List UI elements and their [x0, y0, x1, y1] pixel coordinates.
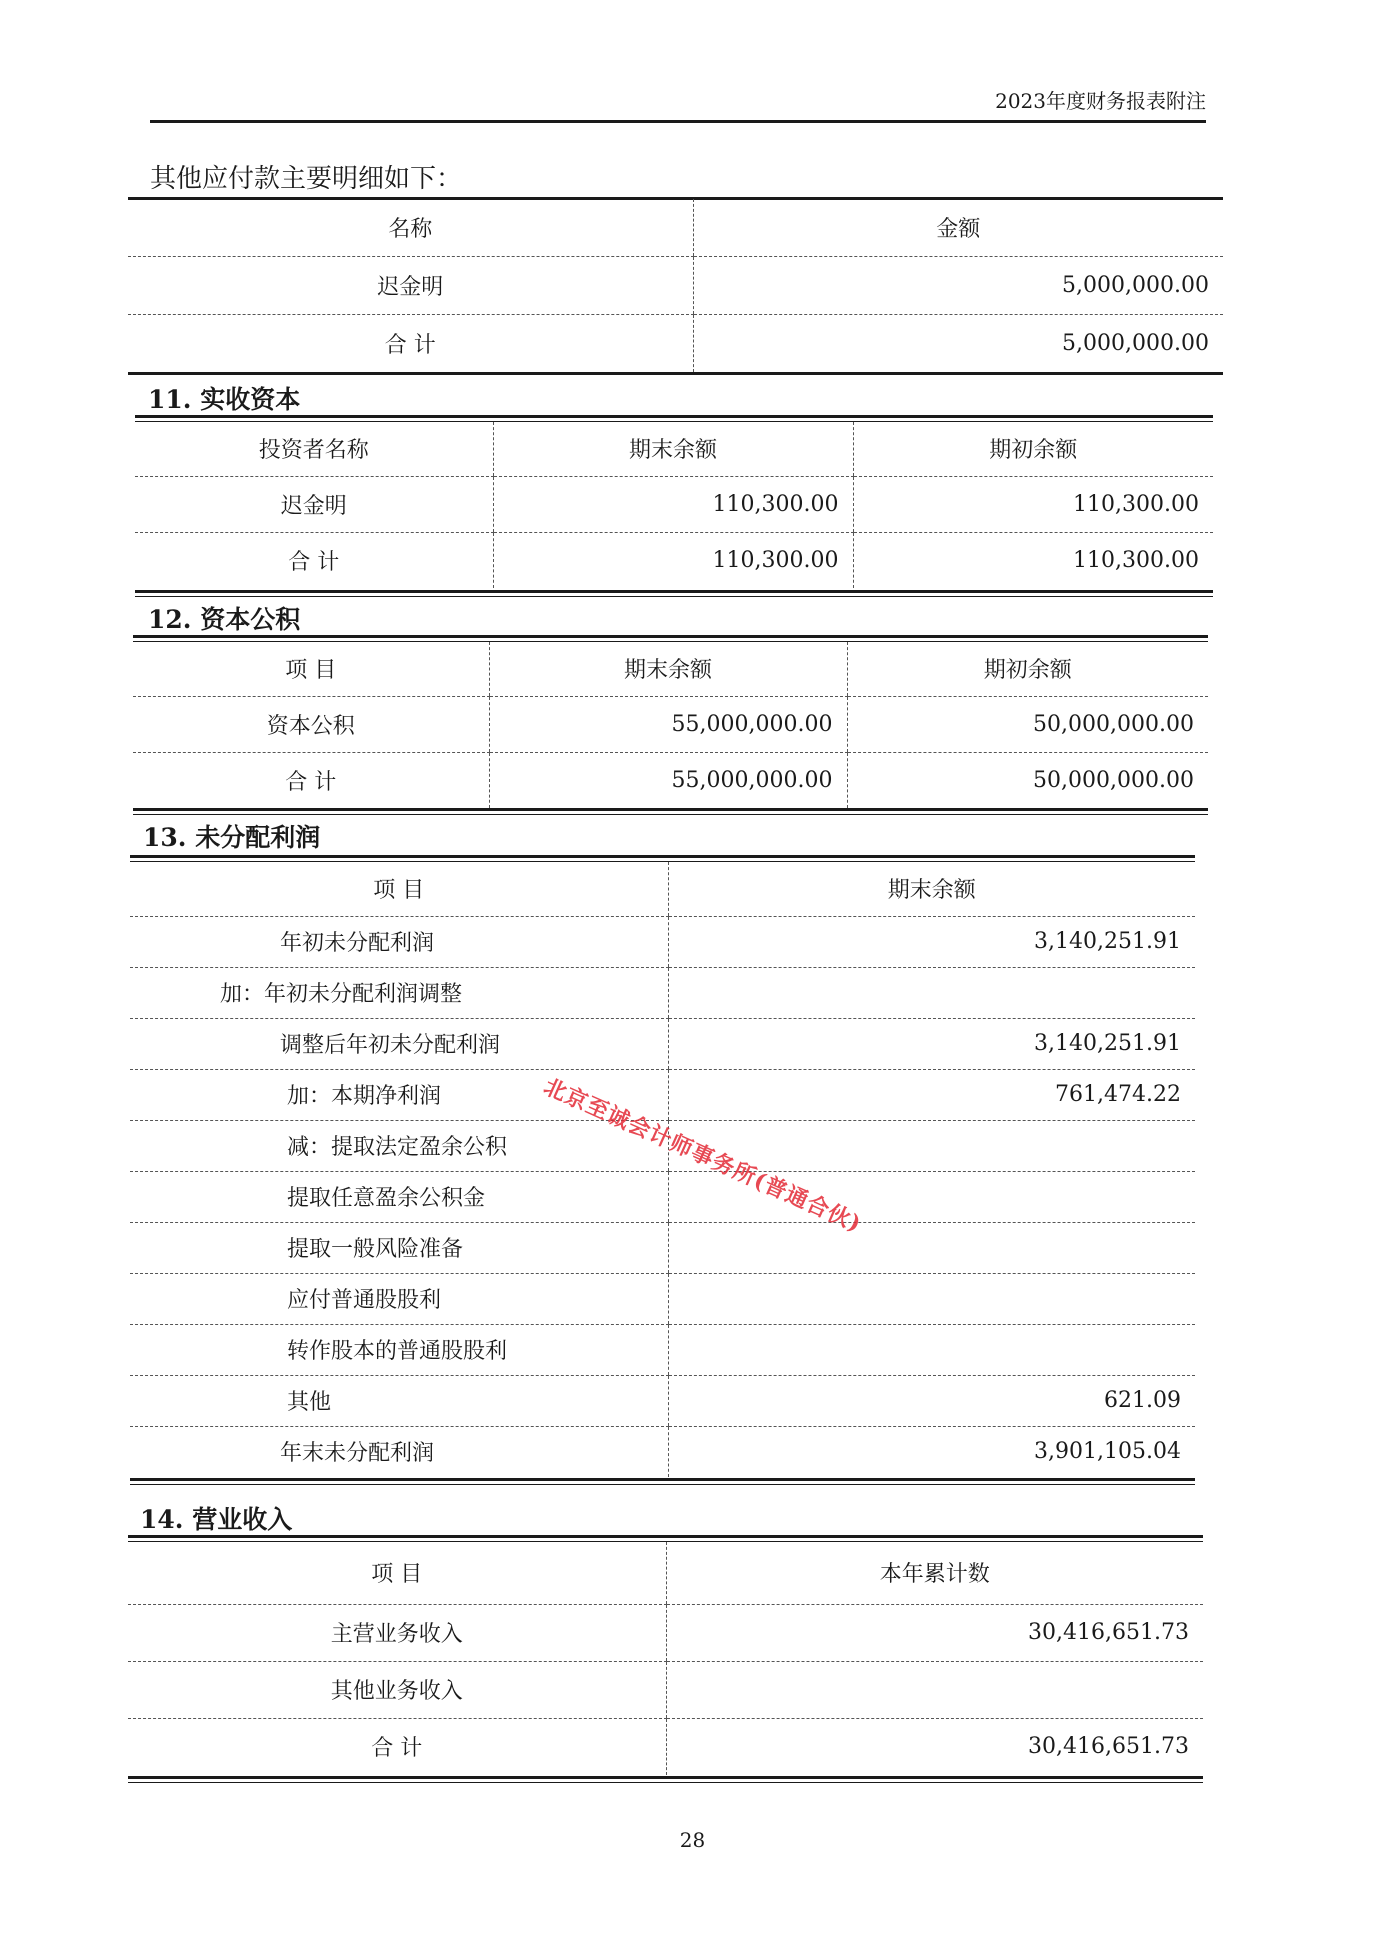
amount-cell: 30,416,651.73: [666, 1604, 1203, 1661]
table-row: [130, 916, 1195, 967]
table-row: [128, 1604, 1203, 1661]
amount-cell: [668, 1273, 1195, 1324]
header-title: 2023年度财务报表附注: [995, 89, 1206, 113]
undistributed-profit-table: [130, 862, 1195, 1477]
investor-cell: 合 计: [288, 549, 340, 575]
section-title-paid-in-capital: 11. 实收资本: [148, 385, 301, 414]
table-row: [135, 476, 1213, 532]
amount-cell: 5,000,000.00: [693, 314, 1223, 372]
amount-cell: [666, 1661, 1203, 1718]
table-row: [128, 1661, 1203, 1718]
section-rule: [135, 590, 1213, 597]
firm-stamp: 北京至诚会计师事务所(普通合伙): [539, 1073, 866, 1238]
table-total-row: [135, 532, 1213, 588]
header-cell: 期初余额: [853, 422, 1213, 476]
amount-cell: 30,416,651.73: [666, 1718, 1203, 1775]
header-cell: 期末余额: [668, 862, 1195, 916]
item-cell: 加：本期净利润: [130, 1069, 668, 1120]
item-cell: 加：年初未分配利润调整: [130, 967, 668, 1018]
amount-cell: 3,140,251.91: [668, 1018, 1195, 1069]
table-row: [130, 1171, 1195, 1222]
opening-balance-cell: 110,300.00: [853, 532, 1213, 588]
ending-balance-cell: 55,000,000.00: [489, 752, 847, 808]
section-title-operating-revenue: 14. 营业收入: [140, 1505, 293, 1534]
item-cell: 合 计: [371, 1736, 423, 1762]
name-cell: 合 计: [384, 332, 436, 358]
ending-balance-cell: 110,300.00: [493, 532, 853, 588]
section-title-undistributed-profit: 13. 未分配利润: [143, 823, 321, 852]
section-title-capital-reserve: 12. 资本公积: [148, 605, 301, 634]
table-row: [130, 1069, 1195, 1120]
table-row: [130, 967, 1195, 1018]
ending-balance-cell: 55,000,000.00: [489, 696, 847, 752]
header-cell: 项 目: [133, 642, 489, 696]
table-row: [130, 1273, 1195, 1324]
header-cell: 金额: [693, 199, 1223, 256]
section-rule: [130, 855, 1195, 862]
table-row: [130, 1375, 1195, 1426]
section-rule: [133, 808, 1208, 815]
table-row: [130, 1018, 1195, 1069]
capital-reserve-table: [133, 642, 1208, 808]
amount-cell: 3,140,251.91: [668, 916, 1195, 967]
table-header-row: [128, 1542, 1203, 1604]
intro-text: 其他应付款主要明细如下：: [150, 164, 463, 194]
header-cell: 项 目: [128, 1542, 666, 1604]
opening-balance-cell: 50,000,000.00: [847, 696, 1208, 752]
item-cell: 资本公积: [133, 696, 489, 752]
ending-balance-cell: 110,300.00: [493, 476, 853, 532]
name-cell: 迟金明: [128, 256, 693, 314]
amount-cell: [668, 967, 1195, 1018]
item-cell: 减：提取法定盈余公积: [130, 1120, 668, 1171]
operating-revenue-table: [128, 1542, 1203, 1775]
opening-balance-cell: 50,000,000.00: [847, 752, 1208, 808]
item-cell: 转作股本的普通股股利: [130, 1324, 668, 1375]
section-rule: [135, 415, 1213, 422]
amount-cell: [668, 1324, 1195, 1375]
amount-cell: 621.09: [668, 1375, 1195, 1426]
header-cell: 投资者名称: [135, 422, 493, 476]
item-cell: 年初未分配利润: [130, 916, 668, 967]
header-cell: 期初余额: [847, 642, 1208, 696]
page-number: 28: [679, 1828, 706, 1852]
amount-cell: [668, 1222, 1195, 1273]
table-total-row: [133, 752, 1208, 808]
item-cell: 其他: [130, 1375, 668, 1426]
amount-cell: 5,000,000.00: [693, 256, 1223, 314]
table-row: [130, 1222, 1195, 1273]
header-cell: 名称: [128, 199, 693, 256]
header-cell: 期末余额: [489, 642, 847, 696]
table-header-row: [135, 422, 1213, 476]
section-rule: [128, 1776, 1203, 1783]
table-header-row: [130, 862, 1195, 916]
item-cell: 合 计: [285, 769, 337, 795]
item-cell: 其他业务收入: [128, 1661, 666, 1718]
item-cell: 年末未分配利润: [280, 1441, 435, 1467]
header-cell: 项 目: [130, 862, 668, 916]
item-cell: 提取任意盈余公积金: [130, 1171, 668, 1222]
table-header-row: [128, 199, 1223, 256]
opening-balance-cell: 110,300.00: [853, 476, 1213, 532]
investor-cell: 迟金明: [135, 476, 493, 532]
header-cell: 本年累计数: [666, 1542, 1203, 1604]
amount-cell: 761,474.22: [668, 1069, 1195, 1120]
table-row: [128, 256, 1223, 314]
item-cell: 主营业务收入: [128, 1604, 666, 1661]
table-total-row: [130, 1426, 1195, 1477]
other-payables-table: [128, 199, 1223, 372]
item-cell: 应付普通股股利: [130, 1273, 668, 1324]
table-total-row: [128, 1718, 1203, 1775]
section-rule: [133, 635, 1208, 642]
section-rule: [128, 1535, 1203, 1542]
item-cell: 提取一般风险准备: [130, 1222, 668, 1273]
table-header-row: [133, 642, 1208, 696]
amount-cell: 3,901,105.04: [668, 1426, 1195, 1477]
item-cell: 调整后年初未分配利润: [130, 1018, 668, 1069]
table-row: [130, 1324, 1195, 1375]
page-header: [150, 82, 1206, 123]
paid-in-capital-table: [135, 422, 1213, 588]
section-rule: [130, 1478, 1195, 1485]
table-bottom-rule: [128, 372, 1223, 375]
table-row: [133, 696, 1208, 752]
header-cell: 期末余额: [493, 422, 853, 476]
table-total-row: [128, 314, 1223, 372]
